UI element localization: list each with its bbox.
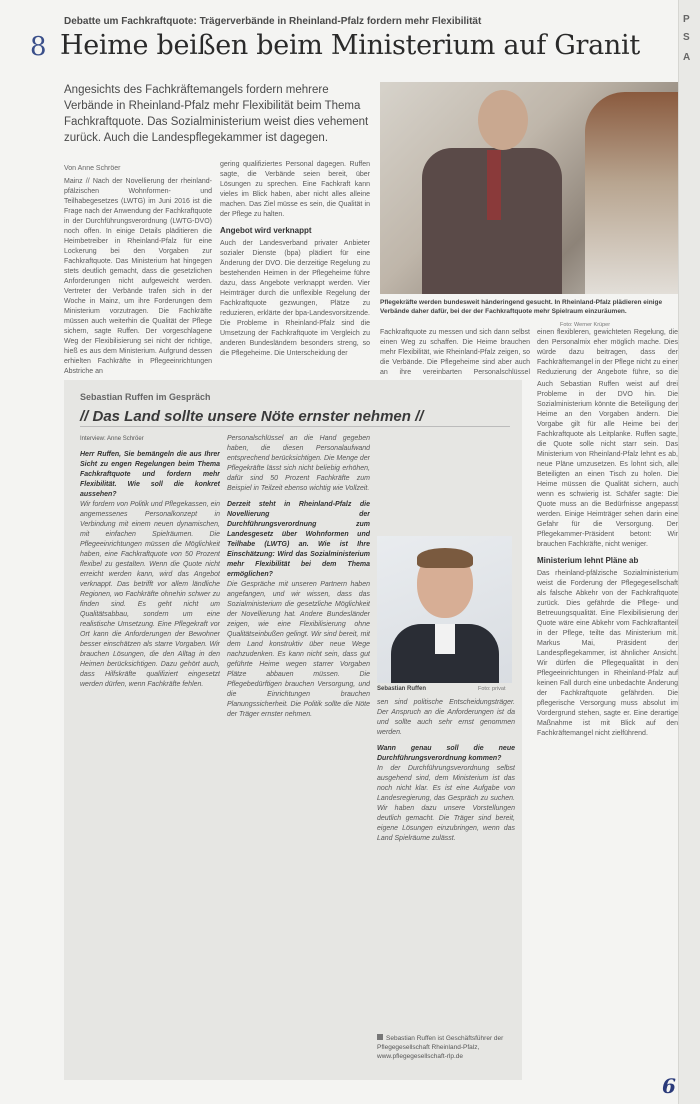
photo-figure-head xyxy=(478,90,528,150)
bullet-square-icon xyxy=(377,1034,383,1040)
strip-letter: A xyxy=(683,52,691,63)
divider xyxy=(80,426,510,427)
column-text: gering qualifiziertes Personal dagegen. Ruffen sagte, die Verbände seien bereit, über Lösungen zu sprechen. Eine Fachkraft kann vieles im Blick haben, aber nicht alles alleine machen. Das Ziel müsse es sein, die Qualität in der Pflege zu halten. xyxy=(220,161,370,218)
photo-figure-tie xyxy=(487,150,501,220)
interview-column-2 xyxy=(227,434,370,1074)
interview-answer: Wir fordern von Politik und Pflegekassen, ein angemessenes Personalkonzept in Verbindung mit einem neuen dynamischen, mit einfachen Spielräumen. Die Pflegeeinrichtungen müssen die Möglichkeit haben, eine Fachkraftquote von 50 Prozent flexibel zu gestalten. Wenn die Quote nicht erreicht werden kann, wird das Angebot verknappt. Das betrifft vor allem ländliche Regionen, wo Fachkräfte ohnehin schwer zu finden sind. Es geht nicht um Qualitätsabbau, sondern um eine realistische Umsetzung. Eine Pflegekraft vor Ort kann die Anforderungen der Bewohner besser einschätzen als starre Vorgaben. Wir brauchen Lösungen, die den Alltag in den Heimen berücksichtigen. Dazu gehört auch, dass Hilfskräfte qualifiziert eingesetzt werden dürfen, wenn Fachkräfte fehlen. xyxy=(80,501,220,688)
interview-kicker: Sebastian Ruffen im Gespräch xyxy=(80,392,211,402)
portrait-hair xyxy=(417,548,473,568)
article-photo-handshake xyxy=(380,82,678,294)
interview-intro: Interview: Anne Schröer xyxy=(80,436,144,442)
article-column-3 xyxy=(380,328,530,376)
article-column-4 xyxy=(537,380,678,1080)
interview-portrait xyxy=(377,536,512,683)
portrait-credit: Foto: privat xyxy=(478,686,506,692)
portrait-caption: Sebastian Ruffen xyxy=(377,686,427,692)
interview-answer: sen sind politische Entscheidungsträger. Der Anspruch an die Anforderungen ist da und sollte auch sehr ernst genommen werden. xyxy=(377,699,515,736)
interview-column-1 xyxy=(80,434,220,1074)
interview-bio xyxy=(377,1034,512,1061)
article-headline: Heime beißen beim Ministerium auf Granit xyxy=(60,30,640,61)
strip-letter: S xyxy=(683,32,690,43)
bio-text: Sebastian Ruffen ist Geschäftsführer der Pflegegesellschaft Rheinland-Pfalz, www.pflegegesellschaft-rlp.de xyxy=(377,1035,504,1060)
column-text: Auch Sebastian Ruffen weist auf drei Probleme in der DVO hin. Die Sozialministerium könnte die Beteiligung der Heime an den Vorgaben ändern. Die Vorgabe gilt für alle Heime bei der Fachkraftquote als Leitplanke. Ruffen sagte, die Quote solle nicht starr sein. Das Ministerium von Rheinland-Pfalz lehnt es ab, neue Pläne umzusetzen. Es lohnt sich, alle Beteiligten an einen Tisch zu holen. Die Heime müssen die Qualität sichern, auch wenn es schwierig ist. Schäfer sagte: Die Quote muss an die Bedürfnisse angepasst werden. Einige Heimträger sehen darin eine Gefahr für die Versorgung. Der Pflegekammer-Präsident betont: Wir brauchen Fachkräfte, nicht weniger. xyxy=(537,381,678,548)
interview-answer: In der Durchführungsverordnung selbst ausgehend sind, dem Ministerium ist das noch nicht klar. Es ist eine Aufgabe von Landesregierung, das Gespräch zu suchen. Wir haben dazu unsere Vorstellungen deutlich gemacht. Die Träger sind bereit, eigene Lösungen einzubringen, wenn das Land Spielräume zulässt. xyxy=(377,765,515,842)
photo-credit: Foto: Werner Krüper xyxy=(560,322,611,328)
adjacent-page-strip xyxy=(678,0,700,1104)
subheading: Ministerium lehnt Pläne ab xyxy=(537,556,639,565)
column-text: Mainz // Nach der Novellierung der rheinland-pfälzischen Wohnformen- und Teilhabegesetzes (LWTG) im Juni 2016 ist die Frage nach der Anwendung der Fachkraftquote in der Durchführungsverordnung (LWTG-DVO) noch offen. In einige Details pläditieren die Heimbetreiber in Rheinland-Pfalz für eine Lockerung bei den Vorgaben zur Fachkraftquote. Das Ministerium hat hingegen stets deutlich gemacht, dass die gesetzlichen Anforderungen nicht aufgeweicht werden. Vertreter der Verbände trafen sich in der Woche in Mainz, um ihre Forderungen dem Ministerium vorzutragen. Die Fachkräfte müssen auch weiterhin die Qualität der Pflege sichern, sagte Ruffen. Der vorgeschlagene Weg der Flexibilisierung sei nicht der richtige, hieß es aus dem Ministerium. Aufgrund dessen erhielten Fachkräfte in Pflegeeinrichtungen Abstriche an xyxy=(64,178,212,375)
article-column-2 xyxy=(220,160,370,375)
column-text: Auch der Landesverband privater Anbieter sozialer Dienste (bpa) plädiert für eine Änderung der DVO. Die derzeitige Regelung zu bestehenden Heimen in der Pflegeheime führe dazu, dass Angebote verknappt werden. Vier Heimträger durch die unflexible Regelung der Fachkraftquote gezwungen, Plätze zu reduzieren, erklärte der bpa-Landesvorsitzende. Die Probleme in Rheinland-Pfalz sind die Umsetzung der Fachkraftquote im Vergleich zu anderen Bundesländern besonders streng, so die Pflegeheime. Die Unterscheidung der xyxy=(220,240,370,357)
column-text: Fachkraftquote zu messen und sich dann selbst einen Weg zu schaffen. Die Heime brauchen mehr Flexibilität, wie Rheinland-Pfalz zeigen, so die Verbände. Die Pflegeheime sind aber auch an ihre vereinbarten Personalschlüssel xyxy=(380,329,530,376)
interview-question: Herr Ruffen, Sie bemängeln die aus Ihrer Sicht zu engen Regelungen beim Thema Fachkraftquote und fordern mehr Flexibilität. Wie soll die konkret aussehen? xyxy=(80,451,220,498)
interview-question: Wann genau soll die neue Durchführungsverordnung kommen? xyxy=(377,745,515,762)
interview-question: Derzeit steht in Rheinland-Pfalz die Novellierung der Durchführungsverordnung zum Landesgesetz über Wohnformen und Teilhabe (LWTG) an. Wie ist Ihre Einschätzung: Wird das Sozialministerium mehr Flexibilität bei dem Thema ermöglichen? xyxy=(227,501,370,578)
article-byline: Von Anne Schröer xyxy=(64,165,121,172)
article-column-4a xyxy=(537,328,678,376)
strip-letter: P xyxy=(683,14,690,25)
article-column-1 xyxy=(64,177,212,375)
handwritten-page-number: 6 xyxy=(662,1074,676,1098)
photo-figure-woman xyxy=(585,92,678,294)
column-text: einen flexibleren, gewichteten Regelung, die den Personalmix eher möglich mache. Dies würde dazu beitragen, dass der Fachkräftemangel in der Pflege nicht zu einer Reduzierung der Angebote führe, so die xyxy=(537,329,678,376)
interview-answer: Personalschlüssel an die Hand gegeben haben, die diesen Personalaufwand entsprechend berücksichtigen. Die Menge der Pflegekräfte lässt sich nicht beliebig erhöhen, dafür sind 50 Prozent Fachkräfte zum Beispiel in Teilzeit ebenso wichtig wie Vollzeit. xyxy=(227,435,370,492)
photo-caption: Pflegekräfte werden bundesweit händeringend gesucht. In Rheinland-Pfalz plädieren einige Verbände daher dafür, bei der der Fachkraftquote mehr Spielraum einzuräumen. xyxy=(380,299,663,315)
handwritten-mark: 8 xyxy=(30,32,47,62)
interview-column-3 xyxy=(377,698,515,1030)
article-lead: Angesichts des Fachkräftemangels fordern mehrere Verbände in Rheinland-Pfalz mehr Flexibilität beim Thema Fachkraftquote. Das Sozialministerium weist dies vehement zurück. Auch die Landespflegekammer ist dagegen. xyxy=(64,84,369,144)
interview-answer: Die Gespräche mit unseren Partnern haben angefangen, und wir wissen, dass das Sozialministerium die gesetzliche Möglichkeit der Novellierung hat. Andere Bundesländer zeigen, wie eine Flexibilisierung ohne Qualitätseinbußen gelingt. Wir sind bereit, mit dem Land konstruktiv über neue Wege nachzudenken. Es kann nicht sein, dass gut geführte Heime wegen starrer Vorgaben Plätze abbauen müssen. Die Pflegebedürftigen brauchen Versorgung, und die Einrichtungen brauchen Planungssicherheit. Die Politik sollte die Nöte der Träger ernster nehmen. xyxy=(227,581,370,718)
column-text: Das rheinland-pfälzische Sozialministerium weist die Forderung der Pflegegesellschaft als falsche Abkehr von der Fachkraftquote zurück. Dies gefährde die Pflege- und Betreuungsqualität. Eine Flexibilisierung der Quote wäre eine Abkehr vom Fachkraftanteil in der Pflege, teilte das Ministerium mit. Markus Mai, Präsident der Landespflegekammer, ist ähnlicher Ansicht. Wir dürfen die Pflegequalität in den Pflegeeinrichtungen in Rheinland-Pfalz auf keinen Fall durch eine unbedachte Änderung der Fachkraftquote gefährden. Die pflegerische Versorgung muss absolut im Vordergrund stehen, sagte er. Eine derartige Maßnahme ist mit Blick auf den Fachkräftemangel nicht zielführend. xyxy=(537,570,678,737)
interview-title: // Das Land sollte unsere Nöte ernster nehmen // xyxy=(80,408,424,425)
subheading: Angebot wird verknappt xyxy=(220,226,312,235)
article-kicker: Debatte um Fachkraftquote: Trägerverbände in Rheinland-Pfalz fordern mehr Flexibilität xyxy=(64,16,482,27)
portrait-collar xyxy=(435,624,455,654)
